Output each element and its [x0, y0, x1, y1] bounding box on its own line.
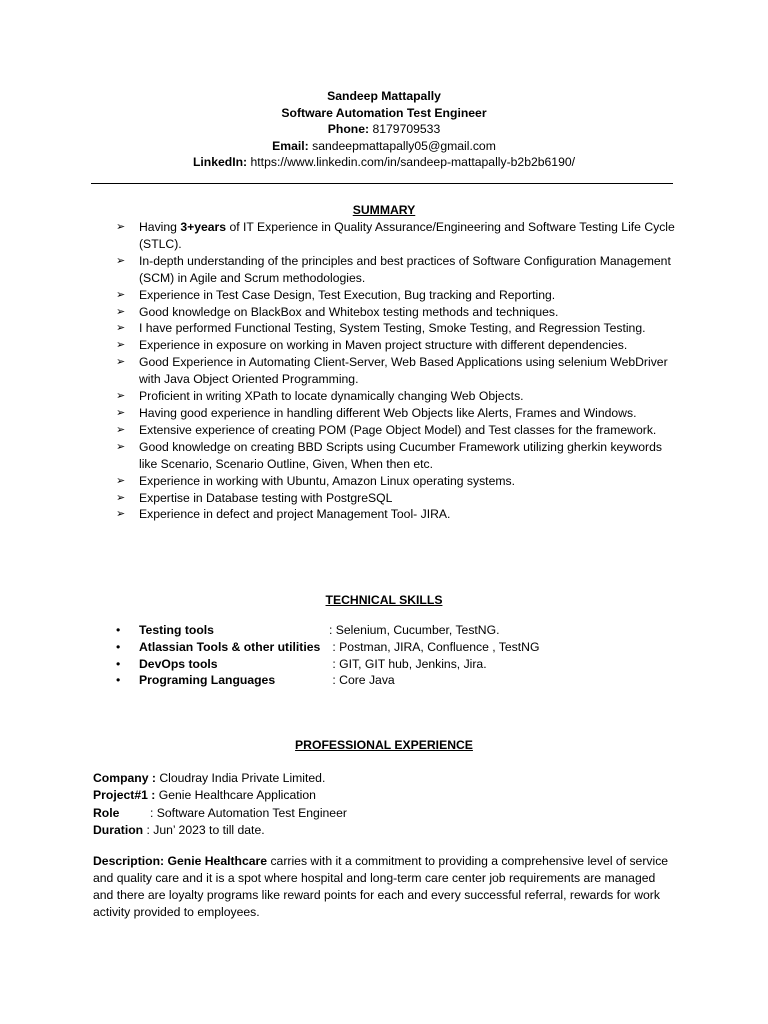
skill-value: : Core Java — [329, 673, 395, 688]
summary-item-text: Good Experience in Automating Client-Server, Web Based Applications using selenium WebDriver with Java Object Oriented Programming. — [139, 355, 668, 387]
role-value: : Software Automation Test Engineer — [150, 805, 347, 820]
summary-item-text: Extensive experience of creating POM (Page Object Model) and Test classes for the framework. — [139, 422, 657, 437]
linkedin-line — [0, 154, 768, 171]
summary-item — [116, 320, 676, 337]
skills-list — [116, 622, 539, 689]
skill-name: Programing Languages — [139, 673, 276, 688]
summary-item-text: Expertise in Database testing with PostgreSQL — [139, 490, 393, 505]
arrow-bullet-icon: ➢ — [116, 423, 126, 436]
summary-item — [116, 405, 676, 422]
summary-item-text: Good knowledge on creating BBD Scripts using Cucumber Framework utilizing gherkin keywords like Scenario, Scenario Outline, Given, When then etc. — [139, 439, 662, 471]
phone-label: Phone: — [327, 122, 370, 136]
summary-item-text: I have performed Functional Testing, System Testing, Smoke Testing, and Regression Testing. — [139, 321, 646, 336]
summary-item — [116, 422, 676, 439]
company-label: Company : — [93, 771, 156, 785]
summary-item-text: Experience in working with Ubuntu, Amazon Linux operating systems. — [139, 473, 515, 488]
skill-name: Testing tools — [139, 623, 214, 637]
summary-item-bold: 3+years — [180, 220, 227, 234]
email-label: Email: — [272, 138, 309, 153]
skill-item — [116, 622, 539, 639]
arrow-bullet-icon: ➢ — [116, 406, 126, 419]
arrow-bullet-icon: ➢ — [116, 305, 126, 318]
arrow-bullet-icon: ➢ — [116, 474, 126, 487]
summary-item-text: of IT Experience in Quality Assurance/Engineering and Software Testing Life Cycle (STLC). — [139, 220, 675, 251]
arrow-bullet-icon: ➢ — [116, 288, 126, 301]
summary-item — [116, 439, 676, 473]
summary-item — [116, 473, 676, 490]
summary-item — [116, 388, 676, 405]
skill-value: : Selenium, Cucumber, TestNG. — [329, 623, 500, 637]
project-label: Project#1 : — [93, 788, 156, 803]
summary-item — [116, 337, 676, 354]
experience-info — [93, 770, 347, 840]
duration-line — [93, 822, 347, 839]
summary-item — [116, 354, 676, 388]
role-label: Role — [93, 805, 120, 820]
arrow-bullet-icon: ➢ — [116, 254, 126, 267]
project-description — [93, 853, 673, 921]
summary-heading: SUMMARY — [352, 203, 416, 217]
arrow-bullet-icon: ➢ — [116, 221, 126, 233]
skill-item — [116, 656, 539, 673]
linkedin-value[interactable]: https://www.linkedin.com/in/sandeep-mattapally-b2b2b6190/ — [250, 155, 576, 169]
resume-header — [0, 88, 768, 171]
duration-value: : Jun’ 2023 to till date. — [143, 823, 265, 838]
skill-value: : GIT, GIT hub, Jenkins, Jira. — [329, 656, 487, 671]
summary-item-text: Having good experience in handling different Web Objects like Alerts, Frames and Windows. — [139, 405, 637, 420]
skill-name: Atlassian Tools & other utilities — [139, 639, 321, 654]
arrow-bullet-icon: ➢ — [116, 508, 126, 521]
header-divider — [91, 183, 673, 184]
skill-name: DevOps tools — [139, 656, 218, 671]
summary-item-text: Proficient in writing XPath to locate dynamically changing Web Objects. — [139, 389, 524, 404]
skills-heading: TECHNICAL SKILLS — [325, 593, 443, 607]
linkedin-label: LinkedIn: — [192, 155, 248, 169]
summary-item-text: Having — [139, 220, 181, 234]
project-value: Genie Healthcare Application — [155, 788, 316, 803]
bullet-dot-icon: • — [116, 623, 121, 637]
company-line — [93, 770, 347, 787]
summary-item — [116, 219, 676, 253]
skill-item — [116, 639, 539, 656]
summary-item-text: In-depth understanding of the principles and best practices of Software Configuration Management (SCM) in Agile and Scrum methodologies. — [139, 253, 671, 285]
summary-item-text: Experience in Test Case Design, Test Execution, Bug tracking and Reporting. — [139, 287, 556, 302]
arrow-bullet-icon: ➢ — [116, 322, 126, 335]
company-value: Cloudray India Private Limited. — [155, 771, 326, 785]
arrow-bullet-icon: ➢ — [116, 339, 126, 352]
skill-item — [116, 672, 539, 689]
summary-list — [116, 219, 676, 523]
candidate-name: Sandeep Mattapally — [327, 89, 441, 103]
summary-item — [116, 304, 676, 321]
phone-value: 8179709533 — [372, 122, 441, 136]
arrow-bullet-icon: ➢ — [116, 491, 126, 504]
arrow-bullet-icon: ➢ — [116, 356, 126, 369]
summary-item — [116, 506, 676, 523]
experience-heading: PROFESSIONAL EXPERIENCE — [295, 738, 473, 752]
summary-item-text: Experience in defect and project Management Tool- JIRA. — [139, 507, 451, 522]
candidate-title: Software Automation Test Engineer — [281, 105, 487, 120]
phone-line — [0, 121, 768, 138]
summary-item — [116, 287, 676, 304]
arrow-bullet-icon: ➢ — [116, 440, 126, 453]
skill-value: : Postman, JIRA, Confluence , TestNG — [329, 639, 540, 654]
description-text: carries with it a commitment to providing a comprehensive level of service and quality care and it is a spot where hospital and long-term care center job requirements are managed and there are loyalty programs like reward points for each and every successful referral, rewards for work activity provided to employees. — [93, 854, 669, 919]
bullet-dot-icon: • — [116, 639, 121, 654]
bullet-dot-icon: • — [116, 656, 121, 671]
summary-item — [116, 490, 676, 507]
summary-item — [116, 253, 676, 287]
project-line — [93, 787, 347, 804]
description-label: Description: Genie Healthcare — [93, 854, 268, 868]
duration-label: Duration — [93, 823, 144, 838]
role-line — [93, 805, 347, 822]
arrow-bullet-icon: ➢ — [116, 390, 126, 403]
email-value[interactable]: sandeepmattapally05@gmail.com — [312, 138, 496, 153]
bullet-dot-icon: • — [116, 673, 121, 688]
email-line — [0, 138, 768, 155]
summary-item-text: Experience in exposure on working in Maven project structure with different dependencies. — [139, 338, 628, 353]
summary-item-text: Good knowledge on BlackBox and Whitebox testing methods and techniques. — [139, 304, 559, 319]
